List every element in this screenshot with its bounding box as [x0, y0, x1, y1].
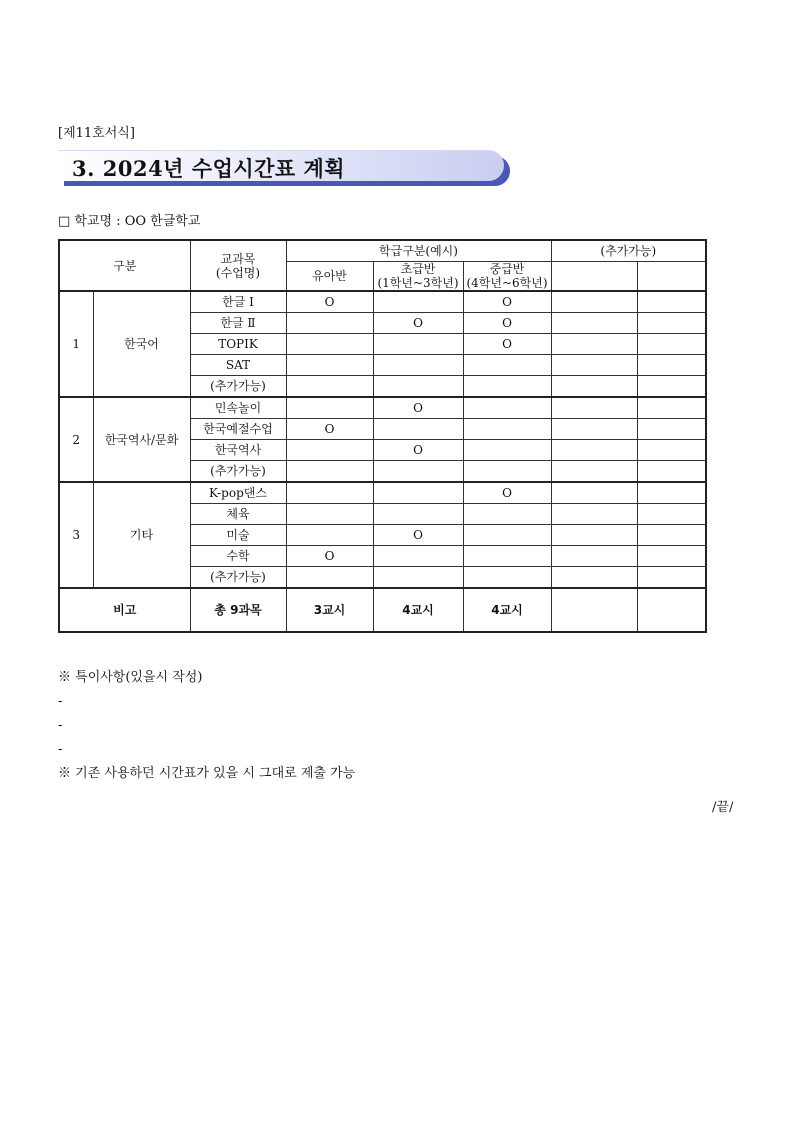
- subject-cell: 한글 Ⅰ: [190, 291, 286, 313]
- title-box: [58, 150, 504, 181]
- header-row: [59, 240, 706, 262]
- extra-cell-1: [551, 313, 637, 334]
- extra-cell-1: [551, 504, 637, 525]
- table-row: [59, 397, 706, 419]
- group-name: 한국역사/문화: [93, 397, 190, 482]
- closing-note: ※ 기존 사용하던 시간표가 있을 시 그대로 제출 가능: [58, 766, 356, 781]
- extra-cell-1: [551, 461, 637, 483]
- subject-cell: SAT: [190, 355, 286, 376]
- header-subject: 교과목 (수업명): [190, 240, 286, 291]
- table-row: [59, 482, 706, 504]
- school-name-line: □ 학교명 : OO 한글학교: [58, 214, 201, 229]
- header-category: 구분: [59, 240, 190, 291]
- extra-cell-1: [551, 334, 637, 355]
- class-cell-intermediate: [463, 355, 551, 376]
- class-cell-beginner: O: [373, 525, 463, 546]
- group-name: 기타: [93, 482, 190, 588]
- class-cell-intermediate: [463, 546, 551, 567]
- header-class-group: 학급구분(예시): [286, 240, 551, 262]
- group-number: 1: [59, 291, 93, 397]
- extra-cell-2: [637, 291, 706, 313]
- class-cell-beginner: [373, 334, 463, 355]
- header-class-col-3: 중급반 (4학년~6학년): [463, 262, 551, 292]
- extra-cell-2: [637, 440, 706, 461]
- subject-cell: 체육: [190, 504, 286, 525]
- subject-cell: 수학: [190, 546, 286, 567]
- extra-cell-1: [551, 546, 637, 567]
- class-cell-beginner: [373, 355, 463, 376]
- class-cell-intermediate: O: [463, 334, 551, 355]
- class-cell-kindergarten: [286, 525, 373, 546]
- extra-cell-2: [637, 525, 706, 546]
- class-cell-intermediate: [463, 397, 551, 419]
- class-cell-beginner: O: [373, 397, 463, 419]
- section-title-banner: [58, 150, 510, 186]
- class-cell-kindergarten: [286, 334, 373, 355]
- extra-cell-1: [551, 440, 637, 461]
- extra-cell-1: [551, 525, 637, 546]
- extra-cell-2: [637, 397, 706, 419]
- class-cell-kindergarten: [286, 504, 373, 525]
- extra-cell-2: [637, 313, 706, 334]
- class-cell-kindergarten: [286, 355, 373, 376]
- class-cell-intermediate: [463, 525, 551, 546]
- class-cell-intermediate: [463, 376, 551, 398]
- class-cell-beginner: [373, 291, 463, 313]
- footer-beginner: 4교시: [373, 588, 463, 632]
- class-cell-intermediate: [463, 567, 551, 589]
- extra-cell-2: [637, 334, 706, 355]
- class-cell-intermediate: O: [463, 313, 551, 334]
- class-cell-intermediate: [463, 504, 551, 525]
- subject-cell: 한글 Ⅱ: [190, 313, 286, 334]
- extra-cell-1: [551, 567, 637, 589]
- extra-cell-2: [637, 504, 706, 525]
- subject-cell: 한국예절수업: [190, 419, 286, 440]
- footer-label: 비고: [59, 588, 190, 632]
- extra-cell-2: [637, 461, 706, 483]
- class-cell-beginner: [373, 461, 463, 483]
- header-class-col-1: 유아반: [286, 262, 373, 292]
- footer-intermediate: 4교시: [463, 588, 551, 632]
- timetable: [58, 239, 707, 633]
- subject-cell: TOPIK: [190, 334, 286, 355]
- header-extra-col-1: [551, 262, 637, 292]
- footer-total: 총 9과목: [190, 588, 286, 632]
- subject-cell: 민속놀이: [190, 397, 286, 419]
- extra-cell-1: [551, 376, 637, 398]
- special-notes-title: ※ 특이사항(있을시 작성): [58, 670, 203, 685]
- extra-cell-2: [637, 376, 706, 398]
- class-cell-beginner: O: [373, 313, 463, 334]
- extra-cell-1: [551, 482, 637, 504]
- note-line-1: -: [58, 694, 63, 709]
- extra-cell-1: [551, 397, 637, 419]
- class-cell-intermediate: O: [463, 482, 551, 504]
- class-cell-beginner: O: [373, 440, 463, 461]
- page-title: 3. 2024년 수업시간표 계획: [72, 156, 346, 181]
- subject-cell: K-pop댄스: [190, 482, 286, 504]
- note-line-3: -: [58, 742, 63, 757]
- subject-cell: 한국역사: [190, 440, 286, 461]
- class-cell-kindergarten: [286, 440, 373, 461]
- group-number: 3: [59, 482, 93, 588]
- subject-cell: (추가가능): [190, 376, 286, 398]
- class-cell-beginner: [373, 376, 463, 398]
- class-cell-kindergarten: O: [286, 546, 373, 567]
- class-cell-intermediate: [463, 461, 551, 483]
- extra-cell-2: [637, 355, 706, 376]
- class-cell-kindergarten: [286, 397, 373, 419]
- extra-cell-2: [637, 482, 706, 504]
- class-cell-intermediate: [463, 440, 551, 461]
- group-number: 2: [59, 397, 93, 482]
- header-class-col-2: 초급반 (1학년~3학년): [373, 262, 463, 292]
- extra-cell-2: [637, 546, 706, 567]
- footer-row: [59, 588, 706, 632]
- class-cell-beginner: [373, 546, 463, 567]
- footer-kindergarten: 3교시: [286, 588, 373, 632]
- subject-cell: (추가가능): [190, 461, 286, 483]
- class-cell-kindergarten: [286, 461, 373, 483]
- extra-cell-1: [551, 419, 637, 440]
- class-cell-kindergarten: [286, 482, 373, 504]
- form-label: [제11호서식]: [58, 126, 135, 141]
- table-row: [59, 291, 706, 313]
- class-cell-beginner: [373, 482, 463, 504]
- extra-cell-1: [551, 355, 637, 376]
- header-extra-col-2: [637, 262, 706, 292]
- class-cell-beginner: [373, 504, 463, 525]
- class-cell-beginner: [373, 567, 463, 589]
- notes-section: [58, 668, 355, 788]
- class-cell-beginner: [373, 419, 463, 440]
- subject-cell: (추가가능): [190, 567, 286, 589]
- class-cell-kindergarten: [286, 567, 373, 589]
- subject-cell: 미술: [190, 525, 286, 546]
- note-line-2: -: [58, 718, 63, 733]
- end-mark: /끝/: [712, 800, 734, 815]
- class-cell-kindergarten: [286, 313, 373, 334]
- extra-cell-2: [637, 419, 706, 440]
- header-extra: (추가가능): [551, 240, 706, 262]
- extra-cell-2: [637, 567, 706, 589]
- extra-cell-1: [551, 291, 637, 313]
- footer-extra-2: [637, 588, 706, 632]
- group-name: 한국어: [93, 291, 190, 397]
- class-cell-kindergarten: O: [286, 419, 373, 440]
- class-cell-intermediate: [463, 419, 551, 440]
- class-cell-kindergarten: O: [286, 291, 373, 313]
- class-cell-intermediate: O: [463, 291, 551, 313]
- class-cell-kindergarten: [286, 376, 373, 398]
- footer-extra-1: [551, 588, 637, 632]
